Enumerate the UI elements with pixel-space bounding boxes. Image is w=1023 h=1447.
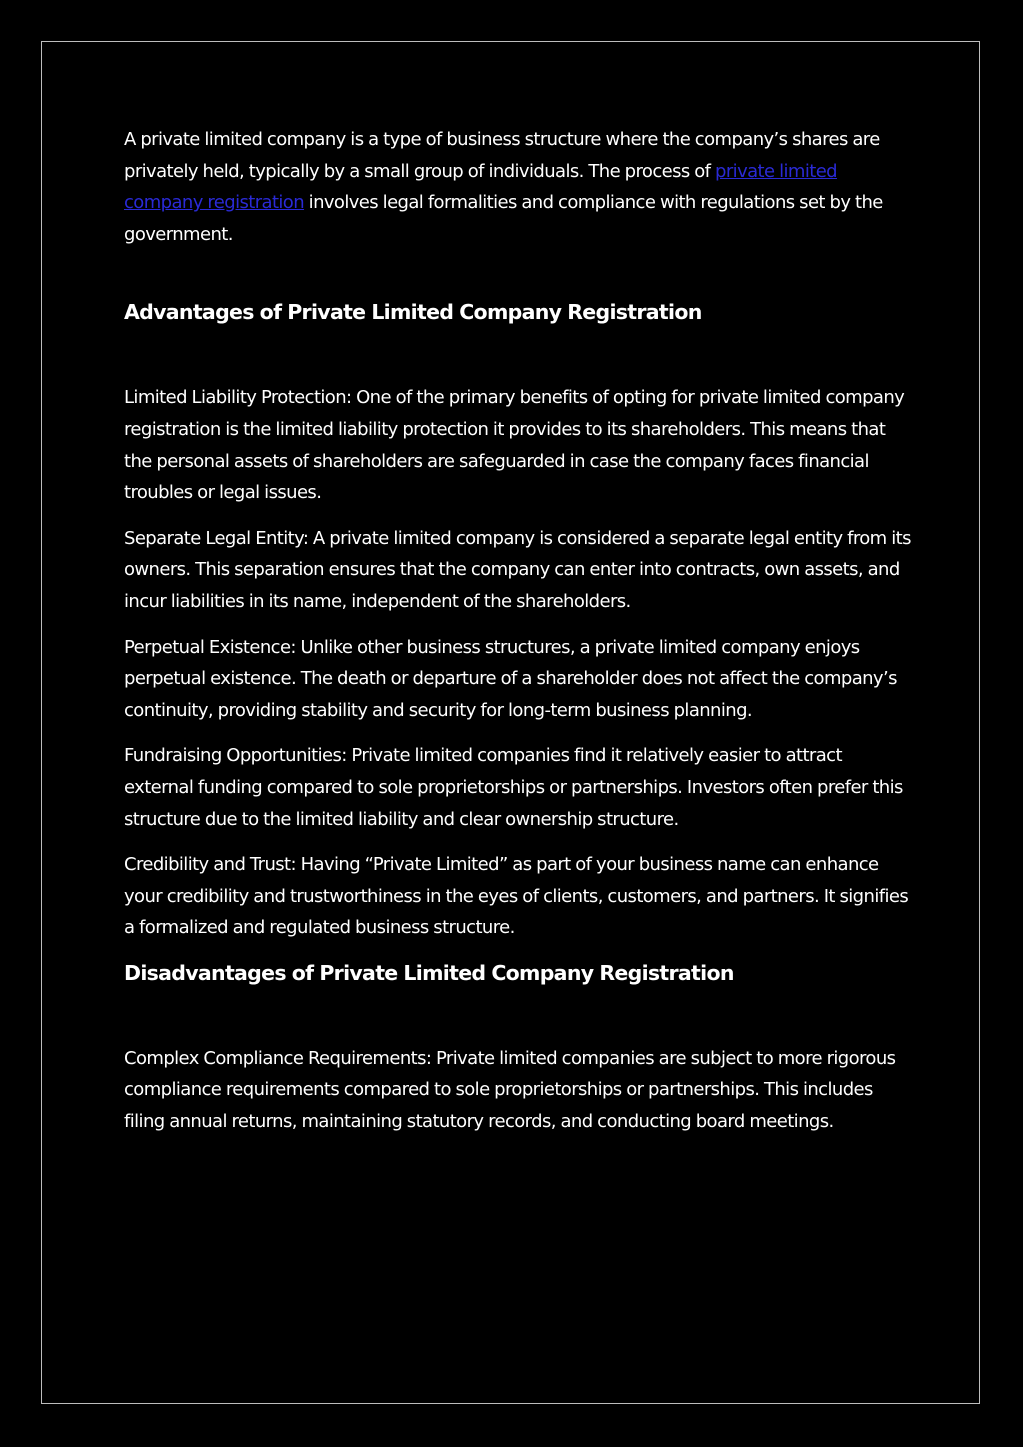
advantage-credibility: Credibility and Trust: Having “Private Limited” as part of your business name can enhance your credibility and trustworthiness in the eyes of clients, customers, and partners. It signifies a formalized and regulated business structure. bbox=[124, 854, 909, 939]
registration-link[interactable]: private limited company registration bbox=[124, 160, 838, 214]
advantage-separate-entity: Separate Legal Entity: A private limited company is considered a separate legal entity from its owners. This separation ensures that the company can enter into contracts, own assets, and incur liabilities in its name, independent of the shareholders. bbox=[124, 527, 911, 612]
intro-text-before-link: A private limited company is a type of business structure where the company’s shares are privately held, typically by a small group of individuals. The process of bbox=[124, 129, 880, 182]
intro-paragraph bbox=[124, 124, 914, 250]
advantages-heading: Advantages of Private Limited Company Registration bbox=[124, 300, 702, 325]
advantage-limited-liability: Limited Liability Protection: One of the primary benefits of opting for private limited company registration is the limited liability protection it provides to its shareholders. This means that the personal assets of shareholders are safeguarded in case the company faces financial troubles or legal issues. bbox=[124, 387, 905, 504]
document-body bbox=[124, 124, 914, 1138]
disadvantage-compliance: Complex Compliance Requirements: Private limited companies are subject to more rigorous compliance requirements compared to sole proprietorships or partnerships. This includes filing annual returns, maintaining statutory records, and conducting board meetings. bbox=[124, 1047, 896, 1133]
advantage-fundraising: Fundraising Opportunities: Private limited companies find it relatively easier to attract external funding compared to sole proprietorships or partnerships. Investors often prefer this structure due to the limited liability and clear ownership structure. bbox=[124, 745, 903, 830]
advantage-perpetual-existence: Perpetual Existence: Unlike other business structures, a private limited company enjoys perpetual existence. The death or departure of a shareholder does not affect the company’s continuity, providing stability and security for long-term business planning. bbox=[124, 636, 897, 721]
disadvantages-heading: Disadvantages of Private Limited Company Registration bbox=[124, 960, 734, 985]
intro-text-after-link: involves legal formalities and compliance with regulations set by the government. bbox=[124, 192, 883, 245]
